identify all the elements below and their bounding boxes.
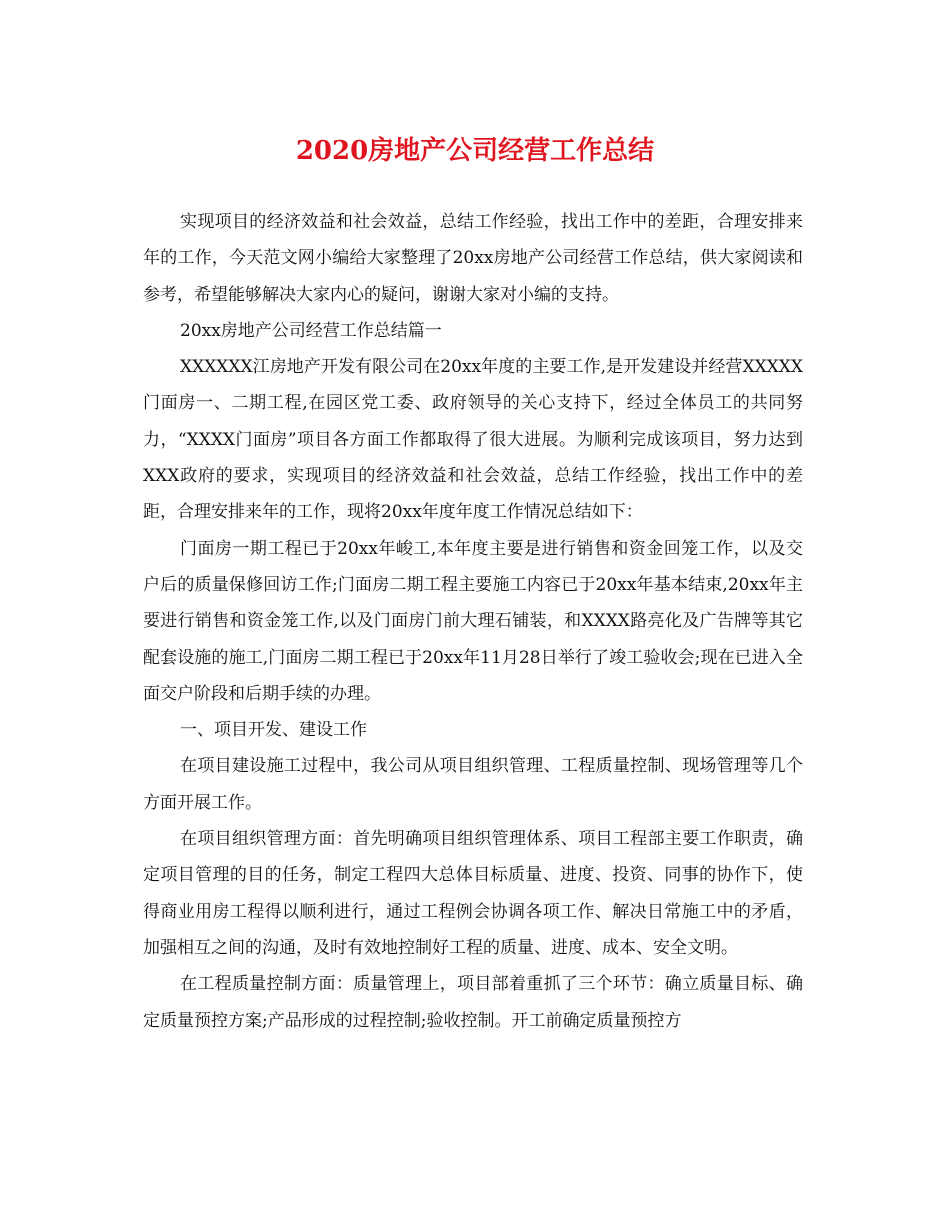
paragraph-intro: 实现项目的经济效益和社会效益，总结工作经验，找出工作中的差距，合理安排来年的工作，今天范文网小编给大家整理了20xx房地产公司经营工作总结，供大家阅读和参考，希望能够解决大家内心的疑问，谢谢大家对小编的支持。 — [143, 212, 803, 305]
document-title: 2020房地产公司经营工作总结 — [295, 136, 655, 166]
paragraph-project-status: 门面房一期工程已于20xx年峻工,本年度主要是进行销售和资金回笼工作，以及交户后的质量保修回访工作;门面房二期工程主要施工内容已于20xx年基本结束,20xx年主要进行销售和资金笼工作,以及门面房门前大理石铺装，和XXXX路亮化及广告牌等其它配套设施的施工,门面房二期工程已于20xx年11月28日举行了竣工验收会;现在已进入全面交户阶段和后期手续的办理。 — [143, 538, 803, 704]
paragraph-quality-control: 在工程质量控制方面：质量管理上，项目部着重抓了三个环节：确立质量目标、确定质量预控方案;产品形成的过程控制;验收控制。开工前确定质量预控方 — [143, 974, 803, 1031]
paragraph-section-heading: 20xx房地产公司经营工作总结篇一 — [180, 320, 442, 341]
document-body — [143, 204, 803, 1039]
paragraph-organization: 在项目组织管理方面：首先明确项目组织管理体系、项目工程部主要工作职责，确定项目管理的目的任务，制定工程四大总体目标质量、进度、投资、同事的协作下，使得商业用房工程得以顺利进行，通过工程例会协调各项工作、解决日常施工中的矛盾，加强相互之间的沟通，及时有效地控制好工程的质量、进度、成本、安全文明。 — [143, 829, 803, 958]
paragraph-overview: XXXXXX江房地产开发有限公司在20xx年度的主要工作,是开发建设并经营XXXXX门面房一、二期工程,在园区党工委、政府领导的关心支持下，经过全体员工的共同努力，“XXXX门面房”项目各方面工作都取得了很大进展。为顺利完成该项目，努力达到XXX政府的要求，实现项目的经济效益和社会效益，总结工作经验，找出工作中的差距，合理安排来年的工作，现将20xx年度年度工作情况总结如下： — [143, 357, 803, 523]
paragraph-construction: 在项目建设施工过程中，我公司从项目组织管理、工程质量控制、现场管理等几个方面开展工作。 — [143, 756, 803, 813]
paragraph-heading-development: 一、项目开发、建设工作 — [180, 720, 367, 741]
